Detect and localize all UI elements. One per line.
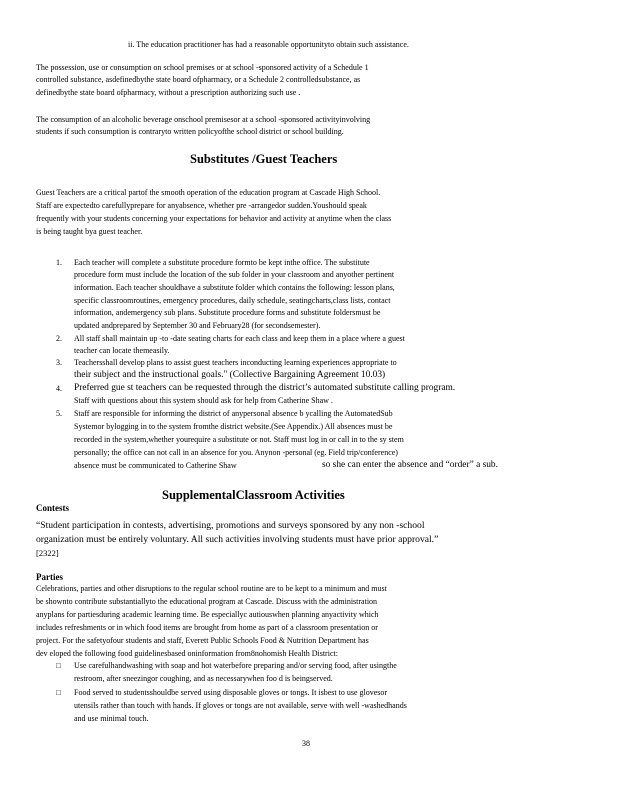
bullet-line: restroom, after sneezingor coughing, and as necessarywhen foo d is beingserved. (74, 674, 333, 683)
parties-line: anyplans for partiesduring academic learning time. Be especiallyc autiouswhen planning anyactivity which (36, 610, 379, 619)
list-item-line: procedure form must include the location of the sub folder in your classroom and anyother pertinent (74, 270, 395, 279)
list-item-line: so she can enter the absence and “order” a sub. (322, 460, 498, 470)
parties-line: project. For the safetyofour students and staff, Everett Public Schools Food & Nutrition Department has (36, 636, 369, 645)
list-number: 2. (56, 334, 62, 343)
list-item-line: All staff shall maintain up -to -date seating charts for each class and keep them in a place where a guest (74, 334, 405, 343)
list-item-line: Systemor bylogging in to the system fromthe district website.(See Appendix.) All absences must be (74, 422, 393, 431)
checkbox-bullet-icon: □ (56, 688, 61, 697)
guest-intro-line: is being taught bya guest teacher. (36, 227, 143, 236)
contests-quote-line: organization must be entirely voluntary. All such activities involving students must have prior approval.” (36, 534, 439, 545)
possession-line: controlled substance, asdefinedbythe state board ofpharmacy, or a Schedule 2 controlledsubstance, as (36, 75, 361, 84)
contests-quote-line: [2322] (36, 548, 59, 558)
guest-intro-line: frequently with your students concerning your expectations for behavior and activity at anytime when the class (36, 214, 392, 223)
list-item-line: specific classroomroutines, emergency procedures, daily schedule, seatingcharts,class lists, contact (74, 296, 391, 305)
list-item-line: updated andprepared by September 30 and February28 (for secondsemester). (74, 321, 321, 330)
possession-line: The possession, use or consumption on school premises or at school -sponsored activity of a Schedule 1 (36, 63, 369, 72)
list-item-line: absence must be communicated to Catherine Shaw (74, 461, 237, 470)
assistance-item: ii. The education practitioner has had a reasonable opportunityto obtain such assistance. (128, 40, 409, 49)
guest-intro-line: Staff are expectedto carefullyprepare for anyabsence, whether pre -arrangedor sudden.Youshould speak (36, 201, 367, 210)
bullet-line: and use minimal touch. (74, 714, 149, 723)
alcohol-line: students if such consumption is contraryto written policyofthe school district or school building. (36, 127, 344, 136)
list-item-line: Each teacher will complete a substitute procedure formto be kept inthe office. The substitute (74, 258, 370, 267)
possession-line: definedbythe state board ofpharmacy, without a prescription authorizing such use . (36, 88, 301, 97)
list-item-line: information, andemergency sub plans. Substitute procedure forms and substitute foldersmust be (74, 308, 381, 317)
list-number: 5. (56, 409, 62, 418)
substitutes-heading: Substitutes /Guest Teachers (190, 152, 338, 166)
contests-heading: Contests (36, 503, 69, 513)
parties-heading: Parties (36, 572, 63, 582)
list-item-line: personally; the office can not call in an absence for you. Anynon -personal (eg. Field trip/conference) (74, 448, 398, 457)
parties-line: dev eloped the following food guidelinesbased oninformation from8nohomish Health District: (36, 649, 338, 658)
list-number: 4. (56, 384, 62, 393)
list-item-line: Teachersshall develop plans to assist guest teachers inconducting learning experiences appropriate to (74, 358, 397, 367)
list-item-line: Staff are responsible for informing the district of anypersonal absence b ycalling the AutomatedSub (74, 409, 393, 418)
checkbox-bullet-icon: □ (56, 661, 61, 670)
alcohol-line: The consumption of an alcoholic beverage onschool premisesor at a school -sponsored activityinvolving (36, 115, 371, 124)
bullet-line: utensils rather than touch with hands. If gloves or tongs are not available, serve with well -washedhands (74, 701, 407, 710)
supplemental-heading: SupplementalClassroom Activities (162, 488, 345, 502)
page-number: 38 (302, 739, 310, 748)
list-number: 3. (56, 358, 62, 367)
list-item-line: Preferred gue st teachers can be requested through the district’s automated substitute calling program. (74, 383, 456, 393)
list-number: 1. (56, 258, 62, 267)
bullet-line: Use carefulhandwashing with soap and hot waterbefore preparing and/or serving food, after usingthe (74, 661, 397, 670)
list-item-line: their subject and the instructional goals." (Collective Bargaining Agreement 10.03) (74, 370, 386, 380)
list-item-line: recorded in the system,whether yourequire a substitute or not. Staff must log in or call in to the sy stem (74, 435, 404, 444)
list-item-line: information. Each teacher shouldhave a substitute folder which contains the following: lesson plans, (74, 283, 395, 292)
contests-quote-line: “Student participation in contests, advertising, promotions and surveys sponsored by any non -school (36, 520, 425, 531)
bullet-line: Food served to studentsshouldbe served using disposable gloves or tongs. It isbest to use glovesor (74, 688, 388, 697)
list-item-line: teacher can locate themeasily. (74, 346, 170, 355)
guest-intro-line: Guest Teachers are a critical partof the smooth operation of the education program at Cascade High School. (36, 188, 381, 197)
parties-line: Celebrations, parties and other disruptions to the regular school routine are to be kept to a minimum and must (36, 584, 387, 593)
parties-line: includes refreshments or in which food items are brought from home as part of a classroom presentation or (36, 623, 378, 632)
list-item-line: Staff with questions about this system should ask for help from Catherine Shaw . (74, 396, 333, 405)
parties-line: be shownto contribute substantiallyto the educational program at Cascade. Discuss with the administration (36, 597, 378, 606)
